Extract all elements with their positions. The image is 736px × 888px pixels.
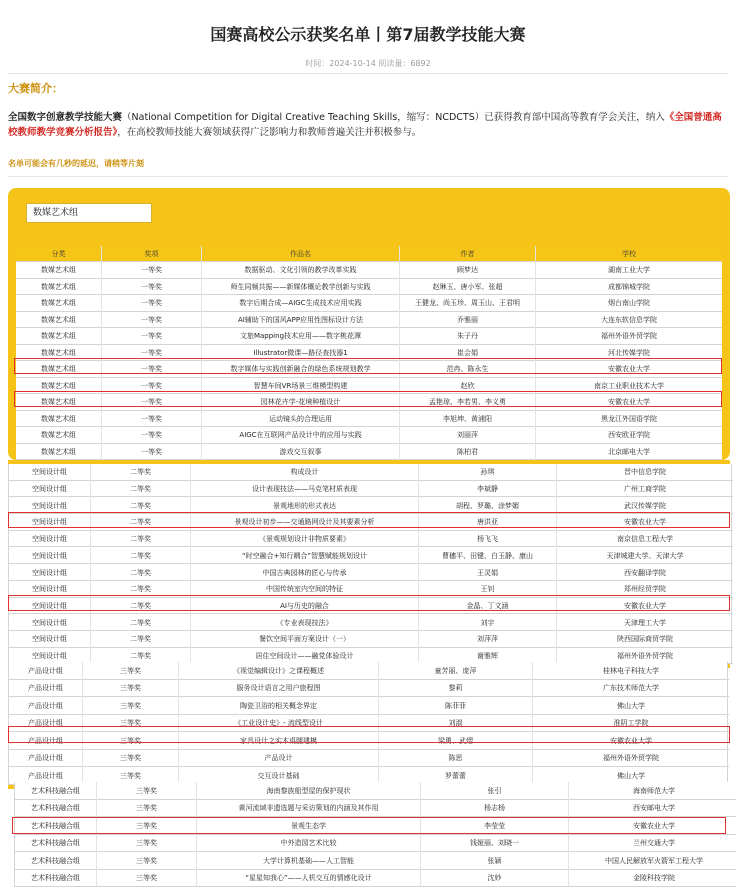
- table-cell: 二等奖: [91, 497, 191, 514]
- table-cell: 黄河流域非遗选题与采访策划的内涵及其作用: [197, 800, 421, 818]
- table-cell: 二等奖: [91, 481, 191, 498]
- table-cell: 一等奖: [102, 345, 202, 362]
- table-cell: 数媒艺术组: [16, 427, 102, 444]
- table-row: [16, 411, 722, 428]
- table-cell: 张颖: [421, 852, 569, 870]
- table-cell: 数媒艺术组: [16, 361, 102, 378]
- table-cell: “时空融合+知行耦合”智慧赋能规划设计: [191, 548, 419, 565]
- table-cell: 数媒艺术组: [16, 411, 102, 428]
- table-cell: 空间设计组: [9, 481, 91, 498]
- table-cell: 中外造园艺术比较: [197, 835, 421, 853]
- table-cell: 空间设计组: [9, 614, 91, 631]
- table-row: [9, 598, 733, 615]
- table-cell: 大学计算机基础——人工智能: [197, 852, 421, 870]
- table-row: [9, 581, 733, 598]
- table-cell: 金陵科技学院: [633, 874, 675, 883]
- table-cell: 二等奖: [91, 464, 191, 481]
- table-cell: 二等奖: [91, 531, 191, 548]
- table-cell: 构成设计: [191, 464, 419, 481]
- table-cell: 南京工业职业技术大学: [594, 381, 664, 390]
- table-cell: 一等奖: [102, 295, 202, 312]
- table-cell: 数媒艺术组: [16, 295, 102, 312]
- table-row: [16, 378, 722, 395]
- table-cell: 安徽农业大学: [610, 736, 652, 745]
- table-cell: 王灵娟: [419, 564, 557, 581]
- table-cell: 金晶、丁文涵: [419, 598, 557, 615]
- table-cell: 海南师范大学: [633, 786, 675, 795]
- table-cell: 三等奖: [83, 662, 179, 680]
- table-cell: 陈菲菲: [379, 697, 533, 715]
- table-cell: 一等奖: [102, 312, 202, 329]
- table-cell: 空间设计组: [9, 581, 91, 598]
- table-cell: 唐洪亚: [419, 514, 557, 531]
- table-cell: 《景观规划设计非物质要素》: [191, 531, 419, 548]
- divider: [8, 176, 728, 177]
- table-cell: 数媒艺术组: [16, 312, 102, 329]
- table-cell: 梁勇、武熠: [379, 732, 533, 750]
- intro-text-2: ，在高校教师技能大赛领域获得广泛影响力和教师普遍关注并积极参与。: [117, 127, 422, 138]
- table-cell: 数字后期合成—AIGC生成技术应用实践: [202, 295, 400, 312]
- table-cell: 一等奖: [102, 427, 202, 444]
- table-cell: 三等奖: [83, 680, 179, 698]
- table-cell: 二等奖: [91, 514, 191, 531]
- table-cell: 刘丽萍: [400, 427, 536, 444]
- table-cell: 桂林电子科技大学: [603, 666, 659, 675]
- table-cell: 数媒艺术组: [16, 378, 102, 395]
- table-cell: 北京邮电大学: [608, 447, 650, 456]
- table-cell: 李旭坤、黄浦阳: [400, 411, 536, 428]
- table-cell: 杨飞飞: [419, 531, 557, 548]
- table-cell: 一等奖: [102, 279, 202, 296]
- table-cell: 空间设计组: [9, 531, 91, 548]
- table-row: [15, 782, 736, 800]
- table-row: [9, 715, 729, 733]
- table-row: [9, 662, 729, 680]
- table-cell: 智慧车间VR场景三维模型构建: [202, 378, 400, 395]
- table-cell: 数媒艺术组: [16, 394, 102, 411]
- table-cell: 居住空间设计——融党体验设计: [191, 648, 419, 665]
- table-cell: 黎莉: [379, 680, 533, 698]
- table-cell: 安徽农业大学: [608, 365, 650, 374]
- table-cell: 曹穗平、田键、白玉静、康山: [419, 548, 557, 565]
- divider: [8, 73, 728, 74]
- table-cell: 空间设计组: [9, 514, 91, 531]
- table-cell: 三等奖: [83, 715, 179, 733]
- table-cell: 安徽农业大学: [624, 601, 666, 610]
- table-cell: 《工业设计史》- 流线型设计: [179, 715, 379, 733]
- table-cell: 空间设计组: [9, 548, 91, 565]
- table-cell: 李莹莹: [421, 817, 569, 835]
- table-row: [16, 345, 722, 362]
- table-cell: 武汉传媒学院: [624, 501, 666, 510]
- table-cell: 三等奖: [97, 852, 197, 870]
- table-cell: 一等奖: [102, 378, 202, 395]
- table-cell: 佛山大学: [617, 771, 645, 780]
- table-cell: 三等奖: [97, 800, 197, 818]
- table-cell: 安徽农业大学: [633, 821, 675, 830]
- table-cell: 李斌静: [419, 481, 557, 498]
- table-row: [9, 614, 733, 631]
- table-cell: 景观设计初步——交通路网设计及其要素分析: [191, 514, 419, 531]
- table-row: [15, 870, 736, 888]
- table-cell: 游戏交互叙事: [202, 444, 400, 461]
- column-header: 奖项: [102, 246, 202, 262]
- table-cell: 西安邮电大学: [633, 804, 675, 813]
- table-cell: 天津城建大学、天津大学: [606, 551, 684, 560]
- table-cell: 二等奖: [91, 648, 191, 665]
- table-cell: 杨志杨: [421, 800, 569, 818]
- column-header: 作品名: [202, 246, 400, 262]
- table-cell: 沈妙: [421, 870, 569, 888]
- table-cell: 《专业表现技法》: [191, 614, 419, 631]
- article-meta: 时间：2024-10-14 阅读量：6892: [305, 59, 431, 68]
- table-cell: 产品设计组: [9, 732, 83, 750]
- table-cell: 中国人民解放军火箭军工程大学: [605, 856, 703, 865]
- table-cell: 陶瓷卫浴的相关概念界定: [179, 697, 379, 715]
- table-cell: 空间设计组: [9, 648, 91, 665]
- table-cell: 师生同频共振——新媒体概论教学创新与实践: [202, 279, 400, 296]
- table-cell: 空间设计组: [9, 497, 91, 514]
- table-cell: 三等奖: [83, 767, 179, 785]
- table-cell: 景观生态学: [197, 817, 421, 835]
- table-cell: 范冉、陈永生: [400, 361, 536, 378]
- results-table-group3: [8, 662, 728, 785]
- table-cell: 三等奖: [83, 697, 179, 715]
- table-cell: 三等奖: [97, 870, 197, 888]
- table-cell: 罗蕾蕾: [379, 767, 533, 785]
- table-cell: 成都锦城学院: [608, 282, 650, 291]
- column-header: 分类: [16, 246, 102, 262]
- table-cell: 童芳丽、庞萍: [379, 662, 533, 680]
- table-cell: 家具设计之实木桌腿建模: [179, 732, 379, 750]
- table-cell: 艺术科技融合组: [15, 800, 97, 818]
- table-row: [16, 444, 722, 461]
- table-cell: 刘萍萍: [419, 631, 557, 648]
- table-row: [15, 852, 736, 870]
- table-cell: 福州外语外贸学院: [617, 652, 673, 661]
- table-cell: 三等奖: [97, 782, 197, 800]
- table-cell: 烟台南山学院: [608, 299, 650, 308]
- table-row: [9, 750, 729, 768]
- table-cell: 乔雅丽: [400, 312, 536, 329]
- table-cell: 艺术科技融合组: [15, 782, 97, 800]
- table-cell: 二等奖: [91, 631, 191, 648]
- table-cell: 晋中信息学院: [624, 468, 666, 477]
- table-row: [9, 697, 729, 715]
- table-cell: 艺术科技融合组: [15, 870, 97, 888]
- table-cell: 空间设计组: [9, 564, 91, 581]
- table-cell: 兰州交通大学: [633, 839, 675, 848]
- table-row: [9, 481, 733, 498]
- table-cell: 数媒艺术组: [16, 345, 102, 362]
- table-row: [16, 328, 722, 345]
- column-header: 作者: [400, 246, 536, 262]
- table-cell: 服务设计语言之用户旅程图: [179, 680, 379, 698]
- table-cell: 崔会娟: [400, 345, 536, 362]
- table-cell: 中国古典园林的匠心与传承: [191, 564, 419, 581]
- table-header-row: [16, 246, 722, 262]
- table-cell: 天津理工大学: [624, 618, 666, 627]
- table-cell: 淮阴工学院: [613, 719, 649, 728]
- table-row: [9, 497, 733, 514]
- table-cell: 赵琳玉、唐小军、张超: [400, 279, 536, 296]
- table-cell: 钱娅丽、刘晓一: [421, 835, 569, 853]
- table-row: [9, 732, 729, 750]
- table-cell: 数据驱动、文化引领的教学改革实践: [202, 262, 400, 279]
- table-cell: 产品设计组: [9, 750, 83, 768]
- table-cell: AI辅助下的国风APP应用性图标设计方法: [202, 312, 400, 329]
- intro-text-1: （National Competition for Digital Creative Teaching Skills，缩写：NCDCTS）已获得教育部中国高等教育学会关注，纳入: [122, 112, 665, 123]
- table-cell: 产品设计组: [9, 680, 83, 698]
- table-row: [16, 295, 722, 312]
- table-row: [9, 564, 733, 581]
- table-row: [16, 361, 722, 378]
- results-table-group1: [16, 246, 722, 460]
- table-row: [16, 427, 722, 444]
- table-cell: 安徽农业大学: [624, 518, 666, 527]
- table-cell: 一等奖: [102, 328, 202, 345]
- table-row: [9, 514, 733, 531]
- results-panel: [8, 188, 730, 460]
- table-cell: 胡程、罗璐、涂梦媚: [419, 497, 557, 514]
- table-cell: 顾梦达: [400, 262, 536, 279]
- article-title: 国赛高校公示获奖名单丨第7届教学技能大赛: [210, 25, 526, 44]
- category-filter[interactable]: 数媒艺术组: [26, 203, 152, 223]
- table-cell: 河北传媒学院: [608, 348, 650, 357]
- table-cell: 数媒艺术组: [16, 279, 102, 296]
- table-cell: 餐饮空间平面方案设计（一）: [191, 631, 419, 648]
- table-cell: 空间设计组: [9, 598, 91, 615]
- table-cell: 一等奖: [102, 411, 202, 428]
- table-cell: 设计表现技法——马克笔材质表现: [191, 481, 419, 498]
- table-cell: 产品设计: [179, 750, 379, 768]
- section-heading: 大赛简介：: [8, 82, 63, 95]
- table-cell: 二等奖: [91, 548, 191, 565]
- table-cell: 海南黎族船型屋的保护现状: [197, 782, 421, 800]
- intro-bold: 全国数字创意教学技能大赛: [8, 112, 123, 123]
- table-row: [16, 262, 722, 279]
- table-cell: 广东技术师范大学: [603, 684, 659, 693]
- table-cell: 二等奖: [91, 598, 191, 615]
- table-cell: 王健龙、尚玉珍、周玉山、王君明: [400, 295, 536, 312]
- results-table-group4: [14, 782, 736, 887]
- table-cell: 湖南工业大学: [608, 266, 650, 275]
- column-header: 学校: [622, 250, 636, 258]
- table-cell: 西安翻译学院: [624, 568, 666, 577]
- table-cell: 南京信息工程大学: [617, 535, 673, 544]
- intro-paragraph: [8, 110, 726, 140]
- table-cell: 交互设计基础: [179, 767, 379, 785]
- table-cell: 陕西国际商贸学院: [617, 635, 673, 644]
- table-cell: 三等奖: [83, 750, 179, 768]
- table-cell: 赵欣: [400, 378, 536, 395]
- table-cell: 王钊: [419, 581, 557, 598]
- table-cell: 园林花卉学-花境种植设计: [202, 394, 400, 411]
- table-cell: “星星知我心”——人机交互的情感化设计: [197, 870, 421, 888]
- table-cell: 中国传统室内空间的特征: [191, 581, 419, 598]
- table-cell: 广州工商学院: [624, 485, 666, 494]
- table-cell: 空间设计组: [9, 631, 91, 648]
- table-cell: 艺术科技融合组: [15, 817, 97, 835]
- table-cell: 二等奖: [91, 581, 191, 598]
- table-cell: 孟艳琼、李若男、李义勇: [400, 394, 536, 411]
- table-cell: 产品设计组: [9, 697, 83, 715]
- table-row: [9, 464, 733, 481]
- table-cell: 文旅Mapping技术应用——数字桃花潭: [202, 328, 400, 345]
- table-row: [15, 817, 736, 835]
- table-row: [16, 279, 722, 296]
- table-row: [16, 312, 722, 329]
- table-cell: 佛山大学: [617, 701, 645, 710]
- table-cell: AI与历史的融合: [191, 598, 419, 615]
- table-cell: 安徽农业大学: [608, 398, 650, 407]
- table-cell: 一等奖: [102, 262, 202, 279]
- table-cell: 朱子丹: [400, 328, 536, 345]
- table-cell: 陈柏君: [400, 444, 536, 461]
- table-cell: 二等奖: [91, 614, 191, 631]
- table-cell: 数媒艺术组: [16, 444, 102, 461]
- table-cell: 福州外语外贸学院: [601, 332, 657, 341]
- table-cell: AIGC在互联网产品设计中的应用与实践: [202, 427, 400, 444]
- table-cell: 二等奖: [91, 564, 191, 581]
- table-cell: 一等奖: [102, 394, 202, 411]
- table-cell: 陈思: [379, 750, 533, 768]
- table-cell: 孙琪: [419, 464, 557, 481]
- table-cell: 三等奖: [97, 817, 197, 835]
- table-cell: 产品设计组: [9, 767, 83, 785]
- table-cell: 艺术科技融合组: [15, 852, 97, 870]
- table-cell: 西安欧亚学院: [608, 431, 650, 440]
- table-row: [9, 548, 733, 565]
- table-cell: 三等奖: [97, 835, 197, 853]
- table-cell: 运动镜头的合理运用: [202, 411, 400, 428]
- table-row: [15, 835, 736, 853]
- table-cell: 刘淑: [379, 715, 533, 733]
- delay-note: 名单可能会有几秒的延迟，请稍等片刻: [8, 159, 144, 168]
- table-cell: 一等奖: [102, 361, 202, 378]
- table-cell: 谢雅辉: [419, 648, 557, 665]
- table-cell: 大连东软信息学院: [601, 315, 657, 324]
- table-cell: 刘宇: [419, 614, 557, 631]
- table-cell: 《视觉编辑设计》之课程概述: [179, 662, 379, 680]
- table-row: [16, 394, 722, 411]
- table-cell: 数字媒体与实践创新融合的绿色系统规划教学: [202, 361, 400, 378]
- table-cell: 郑州经贸学院: [624, 585, 666, 594]
- intro-report-link[interactable]: 《全国普通高校教师教学竞赛分析报告》: [8, 112, 722, 138]
- table-cell: 三等奖: [83, 732, 179, 750]
- table-cell: 黑龙江外国语学院: [601, 414, 657, 423]
- table-cell: 产品设计组: [9, 662, 83, 680]
- table-cell: 福州外语外贸学院: [603, 754, 659, 763]
- table-cell: 一等奖: [102, 444, 202, 461]
- table-row: [9, 631, 733, 648]
- table-cell: 艺术科技融合组: [15, 835, 97, 853]
- table-cell: 数媒艺术组: [16, 262, 102, 279]
- table-cell: 景观地形的形式表达: [191, 497, 419, 514]
- results-table-group2: [8, 464, 732, 664]
- table-cell: 产品设计组: [9, 715, 83, 733]
- table-cell: Illustrator微课—路径查找器1: [202, 345, 400, 362]
- table-row: [15, 800, 736, 818]
- table-row: [9, 531, 733, 548]
- table-cell: 空间设计组: [9, 464, 91, 481]
- table-row: [9, 680, 729, 698]
- table-cell: 张引: [421, 782, 569, 800]
- table-cell: 数媒艺术组: [16, 328, 102, 345]
